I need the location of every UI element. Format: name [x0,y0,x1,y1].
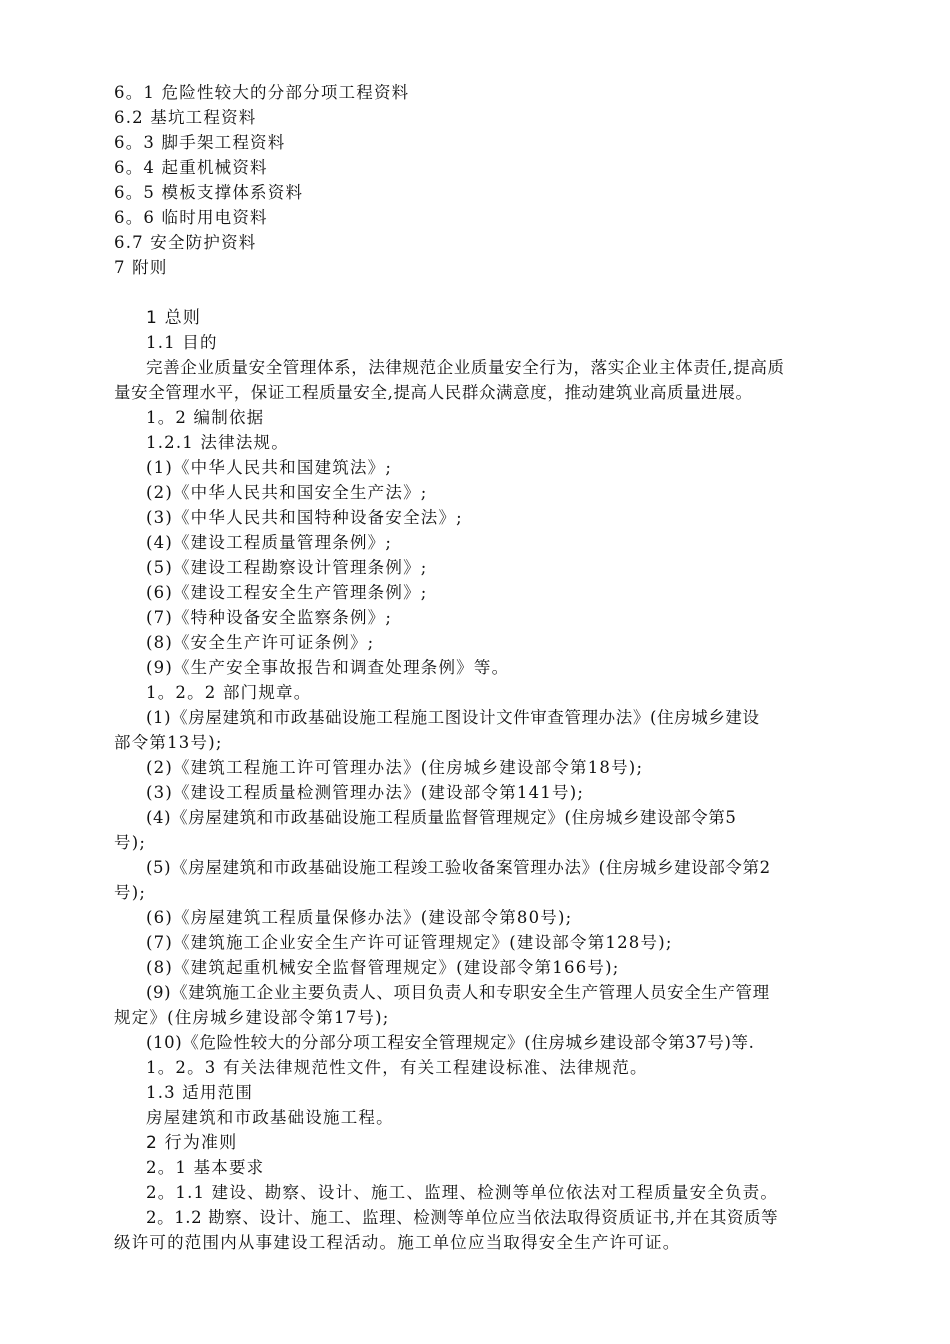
law-item: (4)《建设工程质量管理条例》; [146,533,393,552]
rule-item: (8)《建筑起重机械安全监督管理规定》(建设部令第166号); [146,958,620,977]
law-item: (8)《安全生产许可证条例》; [146,633,375,652]
paragraph-line: 2。1.1 建设、勘察、设计、施工、监理、检测等单位依法对工程质量安全负责。 [146,1183,779,1202]
law-item: (7)《特种设备安全监察条例》; [146,608,393,627]
section-title-1: 1 总则 [146,308,202,328]
toc-item: 6。4 起重机械资料 [114,158,268,177]
subsection-1-2-1: 1.2.1 法律法规。 [146,433,289,452]
toc-item: 6。1 危险性较大的分部分项工程资料 [114,83,410,102]
rule-item: (3)《建设工程质量检测管理办法》(建设部令第141号); [146,783,585,802]
subsection-2-1: 2。1 基本要求 [146,1158,265,1177]
paragraph-line: 量安全管理水平，保证工程质量安全,提高人民群众满意度，推动建筑业高质量进展。 [114,383,753,402]
rule-item: (4)《房屋建筑和市政基础设施工程质量监督管理规定》(住房城乡建设部令第5 [146,808,737,827]
rule-item: (9)《建筑施工企业主要负责人、项目负责人和专职安全生产管理人员安全生产管理 [146,983,770,1002]
subsection-1-1: 1.1 目的 [146,333,218,352]
paragraph-line: 级许可的范围内从事建设工程活动。施工单位应当取得安全生产许可证。 [114,1233,681,1252]
toc-item: 6.2 基坑工程资料 [114,108,257,127]
law-item: (1)《中华人民共和国建筑法》; [146,458,393,477]
rule-item: 规定》(住房城乡建设部令第17号); [114,1008,390,1027]
law-item: (3)《中华人民共和国特种设备安全法》; [146,508,463,527]
subsection-1-3: 1.3 适用范围 [146,1083,254,1102]
rule-item: (10)《危险性较大的分部分项工程安全管理规定》(住房城乡建设部令第37号)等. [146,1033,755,1052]
toc-item: 7 附则 [114,258,168,277]
law-item: (2)《中华人民共和国安全生产法》; [146,483,428,502]
rule-item: 号); [114,833,147,852]
rule-item: (2)《建筑工程施工许可管理办法》(住房城乡建设部令第18号); [146,758,644,777]
paragraph-line: 房屋建筑和市政基础设施工程。 [146,1108,394,1127]
law-item: (5)《建设工程勘察设计管理条例》; [146,558,428,577]
rule-item: (7)《建筑施工企业安全生产许可证管理规定》(建设部令第128号); [146,933,673,952]
subsection-1-2-3: 1。2。3 有关法律规范性文件，有关工程建设标准、法律规范。 [146,1058,648,1077]
toc-item: 6。5 模板支撑体系资料 [114,183,304,202]
law-item: (9)《生产安全事故报告和调查处理条例》等。 [146,658,510,677]
rule-item: 号); [114,883,147,902]
rule-item: (6)《房屋建筑工程质量保修办法》(建设部令第80号); [146,908,573,927]
section-title-2: 2 行为准则 [146,1133,238,1153]
subsection-1-2-2: 1。2。2 部门规章。 [146,683,312,702]
rule-item: 部令第13号); [114,733,223,752]
paragraph-line: 2。1.2 勘察、设计、施工、监理、检测等单位应当依法取得资质证书,并在其资质等 [146,1208,779,1227]
rule-item: (5)《房屋建筑和市政基础设施工程竣工验收备案管理办法》(住房城乡建设部令第2 [146,858,771,877]
toc-item: 6.7 安全防护资料 [114,233,257,252]
toc-item: 6。6 临时用电资料 [114,208,268,227]
paragraph-line: 完善企业质量安全管理体系，法律规范企业质量安全行为，落实企业主体责任,提高质 [146,358,785,377]
rule-item: (1)《房屋建筑和市政基础设施工程施工图设计文件审查管理办法》(住房城乡建设 [146,708,760,727]
law-item: (6)《建设工程安全生产管理条例》; [146,583,428,602]
toc-item: 6。3 脚手架工程资料 [114,133,286,152]
subsection-1-2: 1。2 编制依据 [146,408,265,427]
